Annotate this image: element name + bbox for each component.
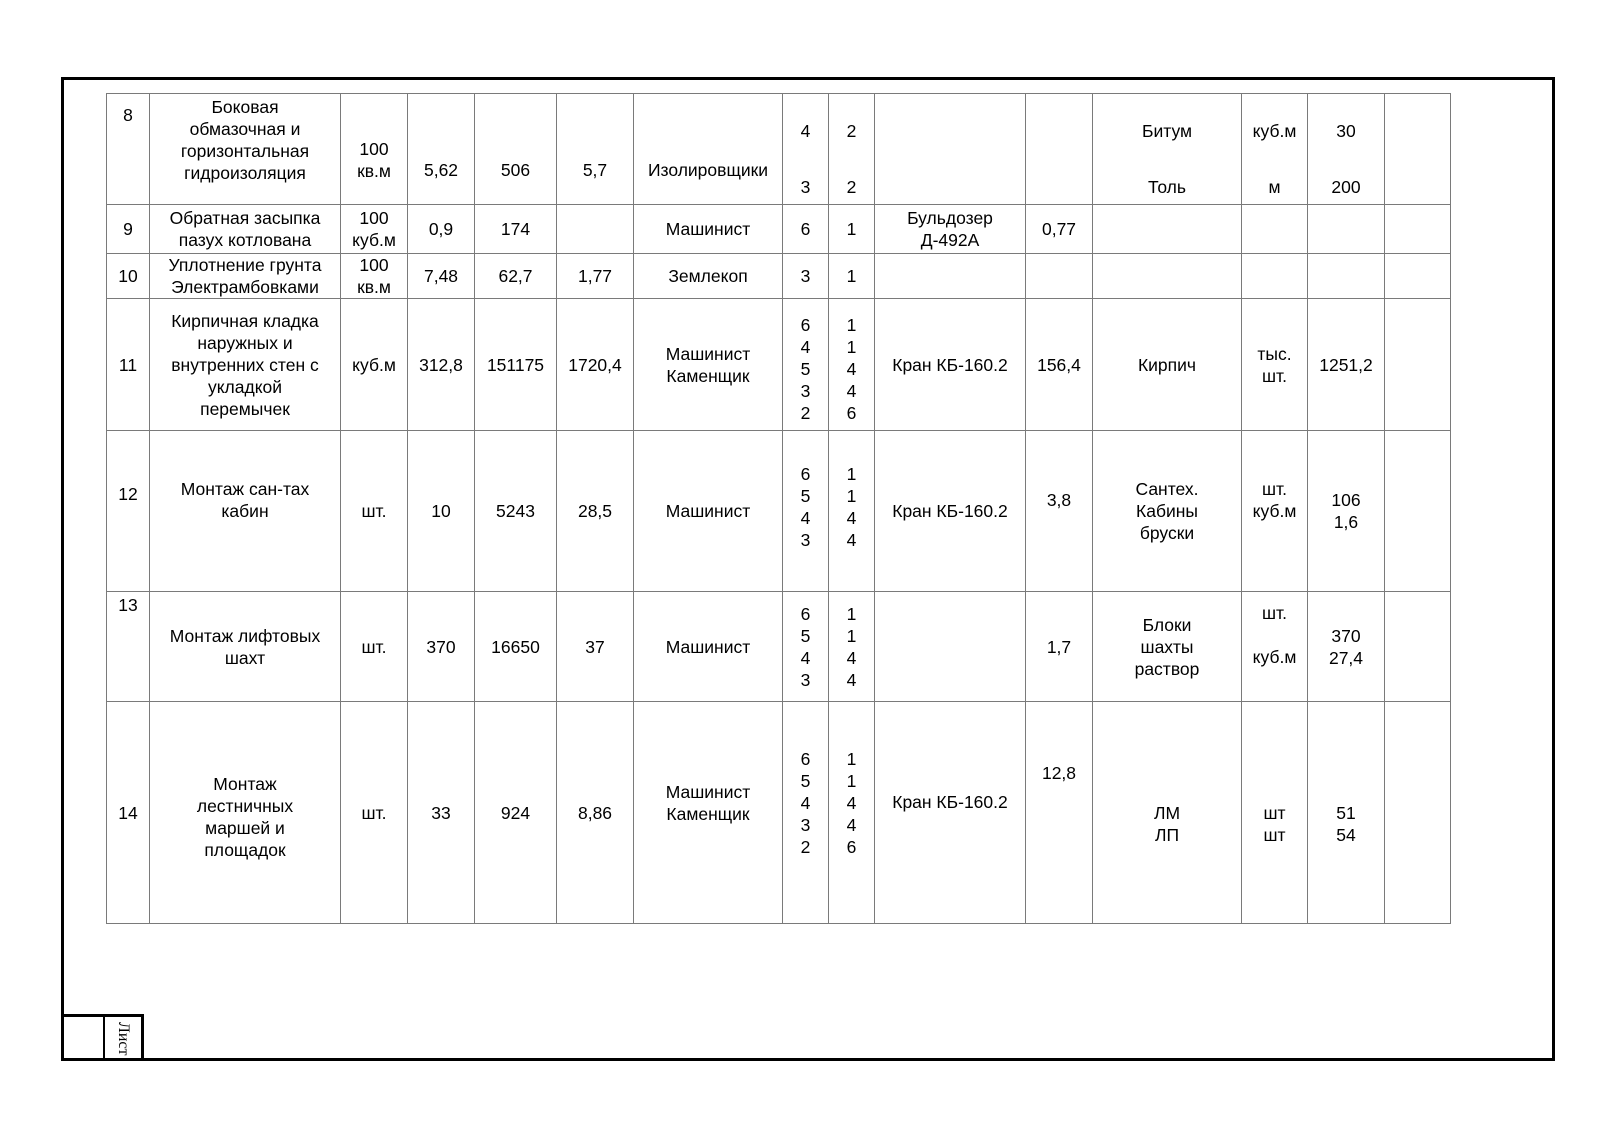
grade-line: 5 (800, 770, 811, 791)
count-line: 1 (846, 464, 857, 484)
machine-value: 3,8 (1026, 431, 1093, 592)
row-number: 8 (107, 94, 150, 205)
machine-name: Кран КБ-160.2 (875, 702, 1026, 924)
material-qty-cell (1308, 592, 1385, 702)
unit: куб.м (341, 299, 408, 431)
material-line: раствор (1134, 658, 1200, 679)
grade-line: 3 (800, 669, 811, 690)
worker-count-cell (829, 592, 875, 702)
machine-name (875, 254, 1026, 299)
unit-line: 100 (359, 208, 389, 228)
material-line: бруски (1139, 523, 1195, 543)
profession: Машинист (634, 205, 783, 254)
material-unit-cell (1242, 592, 1308, 702)
machine-value (1026, 254, 1093, 299)
labor-cost: 924 (475, 702, 557, 924)
count-line: 6 (846, 402, 857, 423)
machine-hours: 8,86 (557, 702, 634, 924)
grade-line: 4 (800, 647, 811, 668)
sheet-stamp (61, 1014, 144, 1061)
count-line: 4 (846, 380, 857, 401)
material-qty: 1251,2 (1308, 299, 1385, 431)
grade: 3 (783, 254, 829, 299)
count-line: 4 (846, 358, 857, 379)
material-cell (1093, 94, 1242, 205)
material-qty-line: 51 (1336, 802, 1356, 823)
material-cell (1093, 205, 1242, 254)
count-line: 2 (846, 177, 857, 197)
material-line: Кабины (1136, 501, 1198, 521)
material-qty-line: 370 (1331, 625, 1361, 646)
grade-line: 3 (800, 177, 811, 197)
count-line: 4 (846, 647, 857, 668)
machine-value (1026, 94, 1093, 205)
count-line: 1 (846, 336, 857, 357)
profession-cell (634, 299, 783, 431)
material-unit-line: тыс. (1257, 343, 1292, 364)
grade-line: 5 (800, 625, 811, 646)
material-unit-line: шт (1263, 824, 1286, 845)
machine-name: Бульдозер Д-492А (875, 205, 1026, 254)
quantity: 33 (408, 702, 475, 924)
material-qty-cell (1308, 254, 1385, 299)
machine-value: 156,4 (1026, 299, 1093, 431)
material-qty-line: 200 (1331, 177, 1361, 197)
grade-line: 6 (800, 464, 811, 484)
grade-line: 2 (800, 836, 811, 857)
worker-count-cell (829, 431, 875, 592)
grade-line: 3 (800, 530, 811, 550)
machine-value: 0,77 (1026, 205, 1093, 254)
quantity: 10 (408, 431, 475, 592)
profession: Землекоп (634, 254, 783, 299)
unit-line: 100 (359, 139, 389, 159)
labor-cost: 62,7 (475, 254, 557, 299)
extra-cell (1385, 205, 1451, 254)
count-line: 4 (846, 792, 857, 813)
count-line: 2 (846, 121, 857, 141)
profession: Машинист (634, 431, 783, 592)
table-row (107, 299, 1451, 431)
profession-cell (634, 702, 783, 924)
machine-name: Кран КБ-160.2 (875, 299, 1026, 431)
material-unit-line: шт. (1262, 603, 1287, 623)
table-row (107, 592, 1451, 702)
work-name: Боковая обмазочная и горизонтальная гидроизоляция (150, 94, 341, 205)
unit: шт. (341, 592, 408, 702)
count-line: 1 (846, 625, 857, 646)
extra-cell (1385, 592, 1451, 702)
material-line: Толь (1148, 177, 1186, 197)
grade-line: 6 (800, 314, 811, 335)
grade-line: 4 (800, 792, 811, 813)
count-line: 1 (846, 314, 857, 335)
work-schedule-table (106, 93, 1451, 924)
work-name: Кирпичная кладка наружных и внутренних стен с укладкой перемычек (150, 299, 341, 431)
grade-line: 3 (800, 814, 811, 835)
grade-line: 6 (800, 748, 811, 769)
row-number: 11 (107, 299, 150, 431)
material-qty-cell (1308, 94, 1385, 205)
grade-cell (783, 592, 829, 702)
quantity: 7,48 (408, 254, 475, 299)
row-number: 14 (107, 702, 150, 924)
quantity: 0,9 (408, 205, 475, 254)
labor-cost: 5243 (475, 431, 557, 592)
row-number: 12 (107, 431, 150, 592)
count-line: 4 (846, 530, 857, 550)
machine-hours (557, 205, 634, 254)
worker-count-cell (829, 702, 875, 924)
labor-cost: 151175 (475, 299, 557, 431)
count-line: 4 (846, 508, 857, 528)
material-qty-line: 27,4 (1328, 647, 1364, 668)
material-unit-cell (1242, 702, 1308, 924)
material-qty-cell (1308, 702, 1385, 924)
extra-cell (1385, 299, 1451, 431)
material-line: Блоки (1142, 614, 1192, 635)
row-number: 9 (107, 205, 150, 254)
profession: Машинист (634, 592, 783, 702)
machine-name (875, 592, 1026, 702)
material-cell (1093, 592, 1242, 702)
machine-value: 12,8 (1026, 702, 1093, 924)
worker-count-cell (829, 94, 875, 205)
material-qty-line: 1,6 (1333, 512, 1359, 532)
grade-line: 4 (800, 336, 811, 357)
quantity: 370 (408, 592, 475, 702)
count-line: 1 (846, 770, 857, 791)
worker-count-cell (829, 299, 875, 431)
work-name: Монтаж сан-тах кабин (150, 431, 341, 592)
profession-line: Машинист (665, 343, 751, 364)
profession-line: Каменщик (666, 803, 750, 824)
count-line: 1 (846, 486, 857, 506)
unit-line: куб.м (352, 230, 396, 250)
unit-cell (341, 205, 408, 254)
unit-cell (341, 94, 408, 205)
material-unit-line: м (1268, 177, 1281, 197)
grade-cell (783, 299, 829, 431)
material-unit-line: куб.м (1252, 121, 1297, 141)
table-row (107, 94, 1451, 205)
material-unit-line: шт. (1262, 365, 1287, 386)
profession-line: Машинист (665, 781, 751, 802)
grade-line: 4 (800, 121, 811, 141)
work-name: Уплотнение грунта Электрамбовками (150, 254, 341, 299)
grade-line: 5 (800, 358, 811, 379)
material-unit-line: шт (1263, 802, 1286, 823)
material-unit-line: куб.м (1252, 647, 1297, 667)
unit-cell (341, 254, 408, 299)
extra-cell (1385, 702, 1451, 924)
machine-hours: 28,5 (557, 431, 634, 592)
labor-cost: 16650 (475, 592, 557, 702)
material-cell (1093, 431, 1242, 592)
extra-cell (1385, 431, 1451, 592)
machine-hours: 1,77 (557, 254, 634, 299)
table-row (107, 254, 1451, 299)
grade-cell (783, 431, 829, 592)
row-number: 13 (107, 592, 150, 702)
machine-name (875, 94, 1026, 205)
grade: 6 (783, 205, 829, 254)
material-line: Сантех. (1135, 479, 1199, 499)
sheet-label: Лист (115, 1022, 132, 1056)
count-line: 1 (846, 603, 857, 624)
material-line: шахты (1140, 636, 1194, 657)
material-unit-cell (1242, 299, 1308, 431)
grade-line: 4 (800, 508, 811, 528)
work-name: Монтаж лестничных маршей и площадок (150, 702, 341, 924)
count-line: 4 (846, 814, 857, 835)
grade-line: 2 (800, 402, 811, 423)
machine-name: Кран КБ-160.2 (875, 431, 1026, 592)
material-qty-line: 30 (1336, 121, 1356, 141)
quantity: 312,8 (408, 299, 475, 431)
grade-line: 3 (800, 380, 811, 401)
count-line: 6 (846, 836, 857, 857)
material-line: ЛМ (1153, 802, 1181, 823)
unit-line: 100 (359, 255, 389, 275)
material-unit-cell (1242, 205, 1308, 254)
count-line: 4 (846, 669, 857, 690)
material: Кирпич (1093, 299, 1242, 431)
material-qty-cell (1308, 431, 1385, 592)
count-line: 1 (846, 748, 857, 769)
material-unit-cell (1242, 431, 1308, 592)
worker-count: 1 (829, 205, 875, 254)
grade-cell (783, 94, 829, 205)
worker-count: 1 (829, 254, 875, 299)
labor-cost: 174 (475, 205, 557, 254)
machine-value: 1,7 (1026, 592, 1093, 702)
row-number: 10 (107, 254, 150, 299)
grade-line: 6 (800, 603, 811, 624)
unit: шт. (341, 702, 408, 924)
material-unit-cell (1242, 94, 1308, 205)
material-unit-cell (1242, 254, 1308, 299)
profession-line: Каменщик (666, 365, 750, 386)
grade-cell (783, 702, 829, 924)
extra-cell (1385, 254, 1451, 299)
material-cell (1093, 702, 1242, 924)
work-name: Обратная засыпка пазух котлована (150, 205, 341, 254)
material-unit-line: куб.м (1252, 501, 1297, 521)
machine-hours: 37 (557, 592, 634, 702)
labor-cost: 506 (475, 94, 557, 205)
table-row (107, 702, 1451, 924)
material-line: Битум (1141, 121, 1193, 141)
machine-hours: 1720,4 (557, 299, 634, 431)
machine-hours: 5,7 (557, 94, 634, 205)
material-cell (1093, 254, 1242, 299)
unit: шт. (341, 431, 408, 592)
table-row (107, 431, 1451, 592)
table-row (107, 205, 1451, 254)
material-line: ЛП (1154, 824, 1180, 845)
extra-cell (1385, 94, 1451, 205)
profession: Изолировщики (634, 94, 783, 205)
material-qty-line: 106 (1331, 490, 1361, 510)
material-qty-cell (1308, 205, 1385, 254)
work-name: Монтаж лифтовых шахт (150, 592, 341, 702)
grade-line: 5 (800, 486, 811, 506)
material-qty-line: 54 (1336, 824, 1356, 845)
unit-line: кв.м (357, 277, 391, 297)
material-unit-line: шт. (1262, 479, 1287, 499)
quantity: 5,62 (408, 94, 475, 205)
unit-line: кв.м (357, 161, 391, 181)
